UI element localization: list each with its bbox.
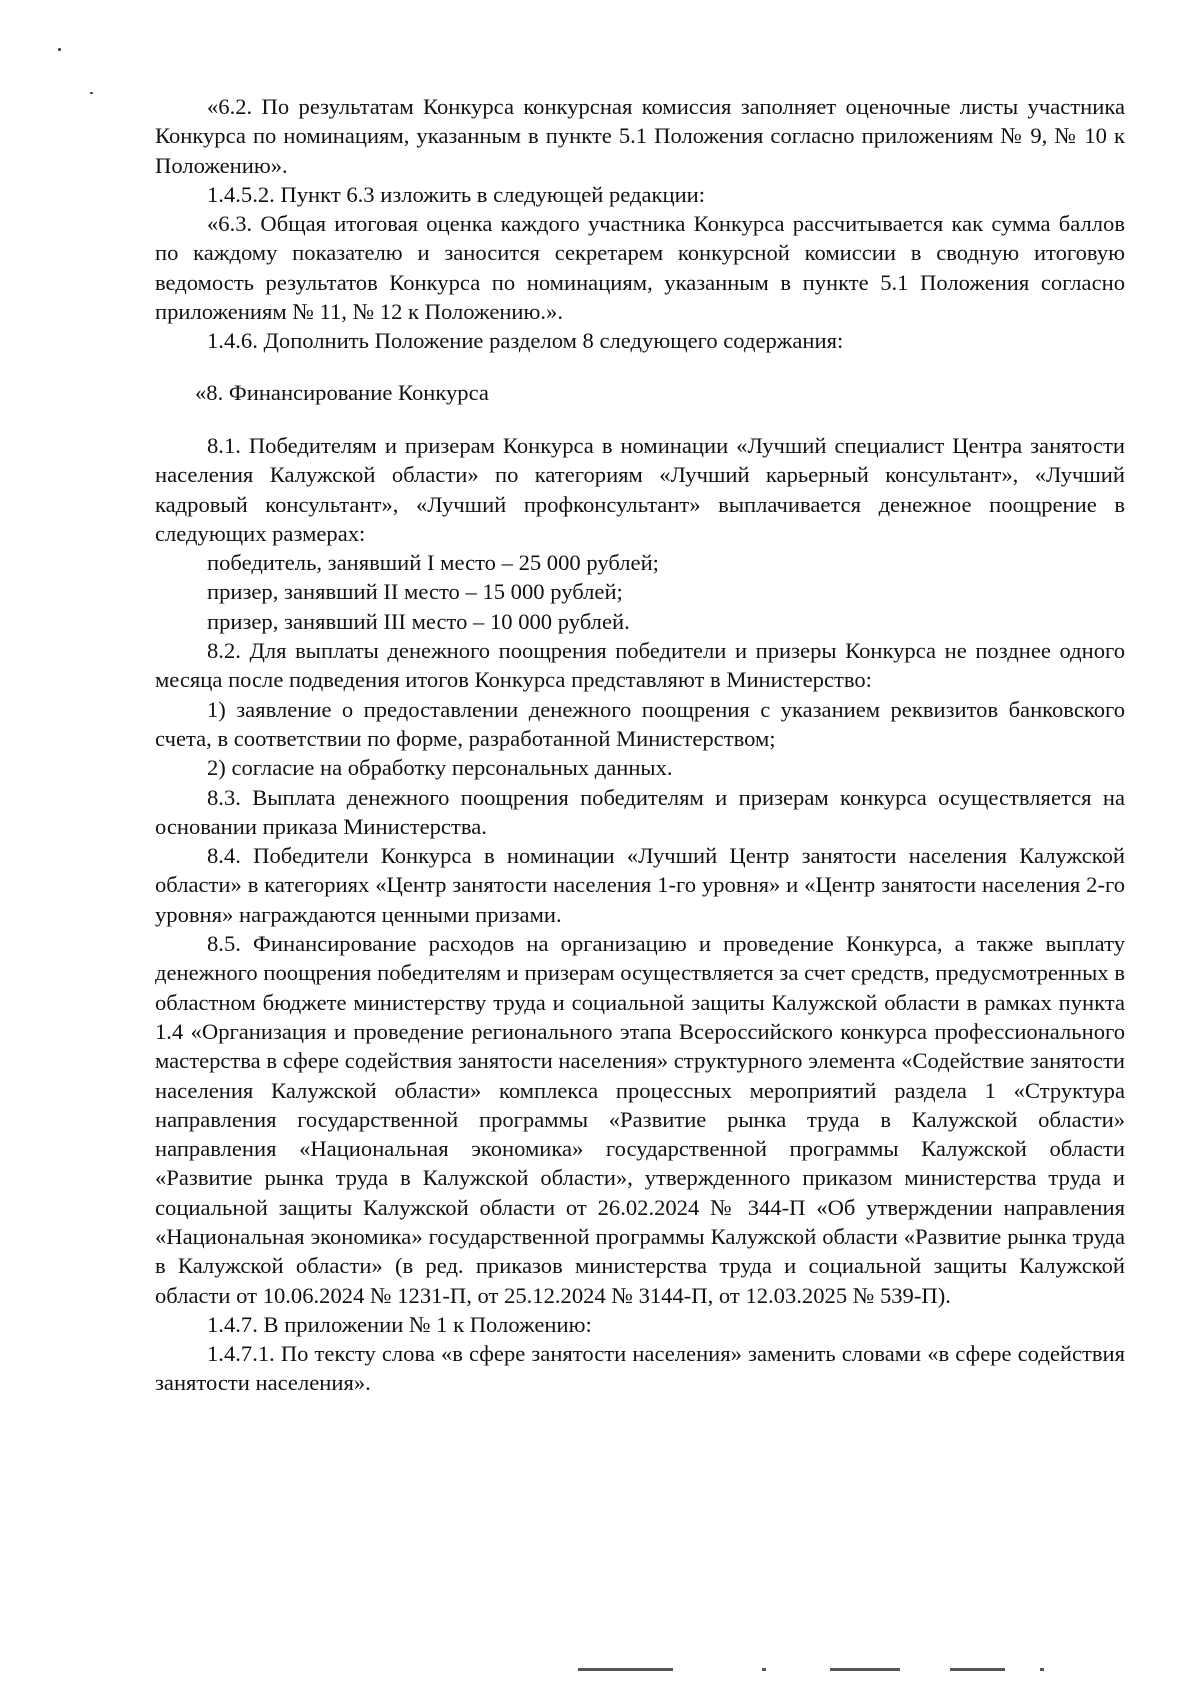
section-heading: «8. Финансирование Конкурса	[195, 379, 489, 405]
prize-first-place: победитель, занявший I место – 25 000 рублей;	[207, 550, 659, 576]
prize-second-place: призер, занявший II место – 15 000 рублей;	[207, 579, 623, 605]
paragraph-1-4-7-1: 1.4.7.1. По тексту слова «в сфере занятости населения» заменить словами «в сфере содействия занятости населения».	[155, 1341, 1125, 1396]
paragraph-6-3: «6.3. Общая итоговая оценка каждого участника Конкурса рассчитывается как сумма баллов по каждому показателю и заносится секретарем конкурсной комиссии в сводную итоговую ведомость результатов Конкурса по номинациям, указанным в пункте 5.1 Положения согласно приложениям № 11, № 12 к Положению.».	[155, 211, 1125, 325]
scan-mark	[762, 1668, 766, 1671]
document-body	[155, 92, 1125, 1398]
list-item-2: 2) согласие на обработку персональных данных.	[207, 755, 673, 781]
scan-mark	[578, 1668, 673, 1671]
scan-mark	[950, 1668, 1005, 1671]
paragraph-1-4-7: 1.4.7. В приложении № 1 к Положению:	[207, 1311, 592, 1337]
list-item-1: 1) заявление о предоставлении денежного поощрения с указанием реквизитов банковского счета, в соответствии по форме, разработанной Министерством;	[155, 696, 1125, 751]
paragraph-1-4-6: 1.4.6. Дополнить Положение разделом 8 следующего содержания:	[207, 328, 844, 354]
scan-mark	[1040, 1668, 1044, 1671]
scan-mark	[830, 1668, 900, 1671]
paragraph-6-2: «6.2. По результатам Конкурса конкурсная комиссия заполняет оценочные листы участника Конкурса по номинациям, указанным в пункте 5.1 Положения согласно приложениям № 9, № 10 к Положению».	[155, 94, 1125, 178]
paragraph-8-3: 8.3. Выплата денежного поощрения победителям и призерам конкурса осуществляется на основании приказа Министерства.	[155, 784, 1125, 839]
prize-third-place: призер, занявший III место – 10 000 рублей.	[207, 608, 630, 634]
scan-speck	[90, 92, 93, 94]
scan-speck	[58, 48, 61, 51]
paragraph-8-1: 8.1. Победителям и призерам Конкурса в номинации «Лучший специалист Центра занятости населения Калужской области» по категориям «Лучший карьерный консультант», «Лучший кадровый консультант», «Лучший профконсультант» выплачивается денежное поощрение в следующих размерах:	[155, 432, 1125, 546]
paragraph-8-2: 8.2. Для выплаты денежного поощрения победители и призеры Конкурса не позднее одного месяца после подведения итогов Конкурса представляют в Министерство:	[155, 638, 1125, 693]
paragraph-8-4: 8.4. Победители Конкурса в номинации «Лучший Центр занятости населения Калужской области» в категориях «Центр занятости населения 1-го уровня» и «Центр занятости населения 2-го уровня» награждаются ценными призами.	[155, 843, 1125, 927]
paragraph-1-4-5-2: 1.4.5.2. Пункт 6.3 изложить в следующей редакции:	[207, 181, 706, 207]
scan-artifacts	[0, 1668, 1200, 1688]
paragraph-8-5: 8.5. Финансирование расходов на организацию и проведение Конкурса, а также выплату денежного поощрения победителям и призерам осуществляется за счет средств, предусмотренных в областном бюджете министерству труда и социальной защиты Калужской области в рамках пункта 1.4 «Организация и проведение регионального этапа Всероссийского конкурса профессионального мастерства в сфере содействия занятости населения» структурного элемента «Содействие занятости населения Калужской области» комплекса процессных мероприятий раздела 1 «Структура направления государственной программы «Развитие рынка труда в Калужской области» направления «Национальная экономика» государственной программы Калужской области «Развитие рынка труда в Калужской области», утвержденного приказом министерства труда и социальной защиты Калужской области от 26.02.2024 № 344-П «Об утверждении направления «Национальная экономика» государственной программы Калужской области «Развитие рынка труда в Калужской области» (в ред. приказов министерства труда и социальной защиты Калужской области от 10.06.2024 № 1231-П, от 25.12.2024 № 3144-П, от 12.03.2025 № 539-П).	[155, 931, 1125, 1308]
